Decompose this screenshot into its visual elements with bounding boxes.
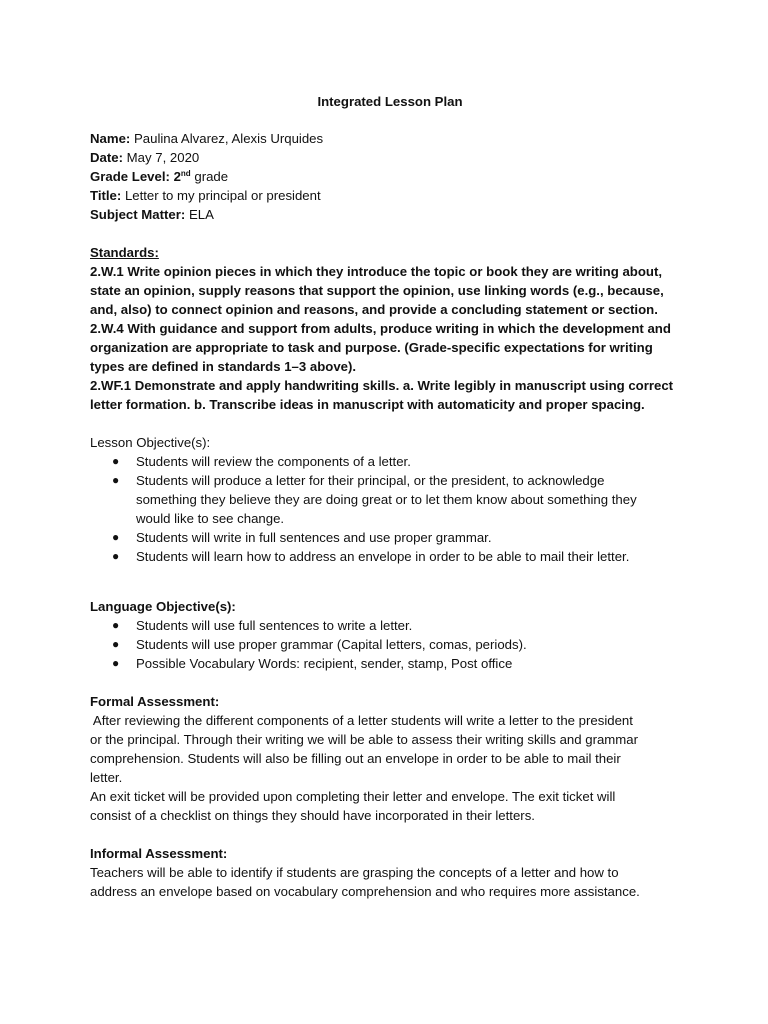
- standards-line: organization are appropriate to task and purpose. (Grade-specific expectations for writing: [90, 340, 653, 355]
- grade-label: [90, 169, 191, 184]
- list-item-text: Students will learn how to address an envelope in order to be able to mail their letter.: [136, 549, 630, 564]
- paragraph-line: or the principal. Through their writing we will be able to assess their writing skills and grammar: [90, 732, 639, 747]
- name-row: [90, 129, 690, 148]
- standards-line: and, also) to connect opinion and reasons, and provide a concluding statement or section.: [90, 302, 658, 317]
- name-label: Name:: [90, 131, 131, 146]
- list-item-text: Possible Vocabulary Words: recipient, sender, stamp, Post office: [136, 656, 513, 671]
- lesson-objectives-heading: Lesson Objective(s):: [90, 435, 211, 450]
- informal-assessment-heading: Informal Assessment:: [90, 846, 228, 861]
- bullet-icon: ●: [112, 618, 120, 632]
- list-item: [90, 616, 690, 635]
- list-item: [90, 654, 690, 673]
- subject-label: Subject Matter:: [90, 207, 186, 222]
- paragraph-line: letter.: [90, 770, 123, 785]
- paragraph-line: Teachers will be able to identify if students are grasping the concepts of a letter and how to: [90, 865, 619, 880]
- standards-body: [90, 262, 690, 414]
- grade-ordinal: nd: [180, 169, 191, 178]
- list-item: [90, 452, 690, 471]
- bullet-icon: ●: [112, 656, 120, 670]
- title-label: Title:: [90, 188, 122, 203]
- name-value: Paulina Alvarez, Alexis Urquides: [133, 131, 324, 146]
- informal-assessment-body: [90, 863, 690, 901]
- paragraph-line: consist of a checklist on things they should have incorporated in their letters.: [90, 808, 535, 823]
- list-item-text: something they believe they are doing great or to let them know about something they: [136, 492, 637, 507]
- standards-line: types are defined in standards 1–3 above).: [90, 359, 357, 374]
- paragraph-line: comprehension. Students will also be filling out an envelope in order to be able to mail their: [90, 751, 621, 766]
- standards-line: 2.WF.1 Demonstrate and apply handwriting skills. a. Write legibly in manuscript using correct: [90, 378, 674, 393]
- standards-line: state an opinion, supply reasons that support the opinion, use linking words (e.g., because,: [90, 283, 664, 298]
- date-label: Date:: [90, 150, 123, 165]
- bullet-icon: ●: [112, 530, 120, 544]
- formal-assessment-body: [90, 711, 690, 825]
- standards-heading: Standards:: [90, 245, 159, 260]
- list-item-text: would like to see change.: [136, 511, 285, 526]
- list-item-text: Students will write in full sentences and use proper grammar.: [136, 530, 492, 545]
- grade-number: 2: [173, 169, 181, 184]
- standards-line: 2.W.4 With guidance and support from adults, produce writing in which the development and: [90, 321, 671, 336]
- page-title: Integrated Lesson Plan: [317, 94, 463, 109]
- bullet-icon: ●: [112, 549, 120, 563]
- standards-line: letter formation. b. Transcribe ideas in manuscript with automaticity and proper spacing.: [90, 397, 645, 412]
- bullet-icon: ●: [112, 454, 120, 468]
- grade-label-text: Grade Level:: [90, 169, 170, 184]
- paragraph-line: An exit ticket will be provided upon completing their letter and envelope. The exit ticket will: [90, 789, 616, 804]
- list-item: [90, 528, 690, 547]
- grade-suffix: grade: [194, 169, 229, 184]
- language-objectives-list: [90, 616, 690, 673]
- bullet-icon: ●: [112, 637, 120, 651]
- subject-value: ELA: [188, 207, 214, 222]
- bullet-icon: ●: [112, 473, 120, 487]
- lesson-objectives-list: [90, 452, 690, 566]
- title-row: [90, 186, 690, 205]
- list-item: [90, 635, 690, 654]
- list-item-text: Students will review the components of a letter.: [136, 454, 411, 469]
- paragraph-line: After reviewing the different components of a letter students will write a letter to the president: [90, 713, 633, 728]
- list-item: [90, 471, 690, 528]
- document-page: [90, 92, 690, 901]
- list-item: [90, 547, 690, 566]
- list-item-text: Students will use full sentences to write a letter.: [136, 618, 413, 633]
- date-row: [90, 148, 690, 167]
- title-value: Letter to my principal or president: [124, 188, 321, 203]
- list-item-text: Students will use proper grammar (Capital letters, comas, periods).: [136, 637, 527, 652]
- list-item-text: Students will produce a letter for their principal, or the president, to acknowledge: [136, 473, 605, 488]
- formal-assessment-heading: Formal Assessment:: [90, 694, 220, 709]
- standards-line: 2.W.1 Write opinion pieces in which they introduce the topic or book they are writing about,: [90, 264, 663, 279]
- grade-row: [90, 167, 690, 186]
- paragraph-line: address an envelope based on vocabulary comprehension and who requires more assistance.: [90, 884, 640, 899]
- date-value: May 7, 2020: [126, 150, 200, 165]
- subject-row: [90, 205, 690, 224]
- language-objectives-heading: Language Objective(s):: [90, 599, 236, 614]
